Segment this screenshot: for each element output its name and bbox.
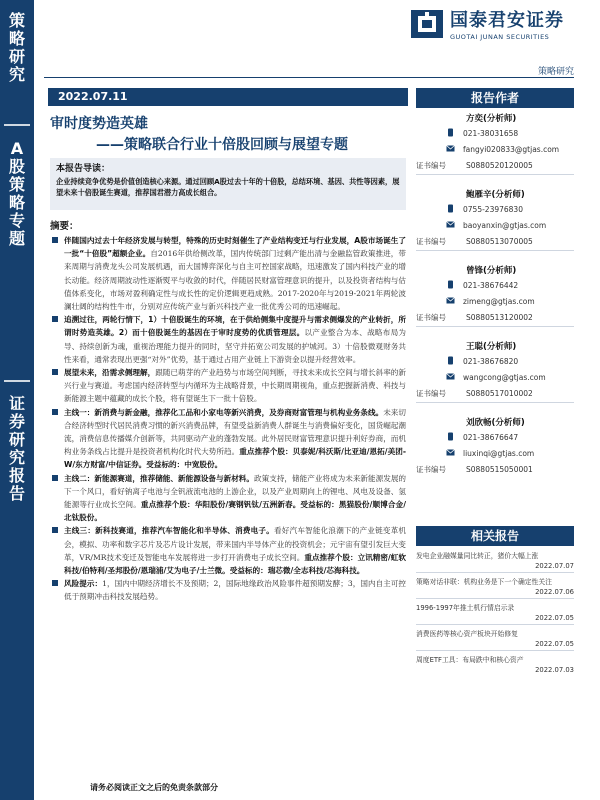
cert-label: 证书编号 xyxy=(416,389,446,398)
analyst-phone: 021-38031658 xyxy=(463,129,519,138)
guide-body: 企业持续竞争优势是价值创造核心来源。通过回顾A股过去十年的十倍股，总结环境、基因、共性等因素，展望未来十倍股诞生赛道，推荐国君潜力高成长组合。 xyxy=(56,177,400,197)
analyst-phone-row xyxy=(416,204,523,214)
related-report-item[interactable] xyxy=(416,550,574,573)
related-report-date: 2022.07.03 xyxy=(535,666,574,674)
disclaimer-footer: 请务必阅读正文之后的免责条款部分 xyxy=(90,783,218,792)
email-icon xyxy=(446,144,455,153)
paragraph-lead: 主线一：新消费与新金融，推荐化工品和小家电等新兴消费，及券商财富管理与机构业务条线。 xyxy=(64,407,384,417)
paragraph-lead: 主线三：新科技赛道，推荐汽车智能化和半导体、消费电子。 xyxy=(64,526,274,536)
paragraph-picks: 重点推荐个股：华阳股份/赛钢钒钛/五洲新春。受益标的：黑猫股份/顺博合金/北钛股份。 xyxy=(64,500,406,523)
analyst-divider xyxy=(416,174,574,175)
abstract-paragraph xyxy=(50,406,406,472)
analyst-name: 刘欣畅(分析师) xyxy=(466,418,525,428)
report-guide-box xyxy=(50,158,406,210)
analyst-email-row xyxy=(416,296,535,306)
analyst-cert-row xyxy=(416,388,533,399)
abstract-paragraph xyxy=(50,234,406,313)
analyst-divider xyxy=(416,402,574,403)
analyst-phone-row xyxy=(416,280,518,290)
square-bullet-icon xyxy=(52,409,58,415)
analyst-email-row xyxy=(416,372,546,382)
related-report-title[interactable]: 发电企业融媒量同比转正，猪价大幅上涨 xyxy=(416,552,539,560)
related-divider xyxy=(416,598,574,599)
analyst-phone-row xyxy=(416,128,518,138)
band-divider xyxy=(4,380,30,382)
related-report-title[interactable]: 消费医药等核心资产板块开始修复 xyxy=(416,630,518,638)
paragraph-lead: 主线二：新能源赛道，推荐储能、新能源设备与新材料。 xyxy=(64,473,255,483)
analyst-name: 鲍雁辛(分析师) xyxy=(466,190,525,200)
analyst-cert: S0880515050001 xyxy=(466,465,533,474)
analyst-phone: 021-38676820 xyxy=(463,357,519,366)
header-divider xyxy=(44,77,574,78)
analyst-cert-row xyxy=(416,464,533,475)
header-category-tag: 策略研究 xyxy=(537,67,574,77)
phone-icon xyxy=(446,432,455,441)
related-divider xyxy=(416,624,574,625)
analyst-phone-row xyxy=(416,432,518,442)
related-section-header: 相关报告 xyxy=(416,526,574,546)
cert-label: 证书编号 xyxy=(416,237,446,246)
related-report-item[interactable] xyxy=(416,576,574,599)
analyst-cert-row xyxy=(416,236,533,247)
analyst-email[interactable]: wangcong@gtjas.com xyxy=(463,373,546,382)
abstract-paragraph xyxy=(50,577,406,603)
report-title: 审时度势造英雄 xyxy=(50,116,148,132)
abstract-title: 摘要： xyxy=(50,221,79,232)
related-report-date: 2022.07.05 xyxy=(535,640,574,648)
analyst-phone: 0755-23976830 xyxy=(463,205,523,214)
square-bullet-icon xyxy=(52,527,58,533)
square-bullet-icon xyxy=(52,580,58,586)
square-bullet-icon xyxy=(52,237,58,243)
analyst-email[interactable]: baoyanxin@gtjas.com xyxy=(463,221,547,230)
related-report-item[interactable] xyxy=(416,654,574,674)
analyst-name: 曾锋(分析师) xyxy=(466,266,517,276)
cert-label: 证书编号 xyxy=(416,161,446,170)
paragraph-text: 政策支持，储能产业将成为未来新能源发展的下一个风口，看好钠离子电池与全钒液流电池的上游企业，以及产业周期向上的锂电、风电及设备、氢能源等行业成长空间。 xyxy=(64,473,407,510)
related-report-item[interactable] xyxy=(416,628,574,651)
guide-title: 本报告导读： xyxy=(56,164,111,174)
phone-icon xyxy=(446,280,455,289)
square-bullet-icon xyxy=(52,475,58,481)
phone-icon xyxy=(446,204,455,213)
band-text-2: A股策略专题 xyxy=(8,139,25,248)
analyst-cert-row xyxy=(416,160,533,171)
phone-icon xyxy=(446,128,455,137)
analyst-email-row xyxy=(416,220,546,230)
phone-icon xyxy=(446,356,455,365)
company-logo xyxy=(410,6,564,41)
abstract-paragraph xyxy=(50,313,406,366)
related-divider xyxy=(416,572,574,573)
related-report-date: 2022.07.07 xyxy=(535,562,574,570)
paragraph-lead: 风险提示： xyxy=(64,579,103,589)
band-divider xyxy=(4,124,30,126)
paragraph-text: 自2016年供给侧改革，国内传统部门过剩产能出清与金融监管政策推进，带来周期与消费龙头公司发展机遇，而大国博弈深化与自主可控国家战略，迅速激发了国内科技产业的增长动能。经济周期波动性逐渐熨平与收敛的时代，伴随居民财富管理意识的提升，以及投资者结构与估值体系变化，市场对盈利确定性与成长性的定价逻辑更趋成熟。2017-2020年与2019-2021年两轮波澜壮阔的结构性牛市，分别对应传统产业与新兴科技产业一批优秀公司的迅速崛起。 xyxy=(64,249,406,312)
related-report-title[interactable]: 周度ETF工具：布局跌中和核心资产 xyxy=(416,656,524,664)
paragraph-text: 看好汽车智能化浪潮下的产业链变革机会，模拟、功率和数字芯片及芯片设计发展，带来国内半导体产业的投资机会；元宇宙有望引发巨大变革，VR/MR技术变迁及智能电车发展将进一步打开消费电子成长空间。 xyxy=(64,526,407,562)
paragraph-lead: 追溯过往，两轮行情下，1）十倍股诞生的环境，在于供给侧集中度提升与需求侧爆发的产业转折，所谓时势造英雄。2）而十倍股诞生的基因在于审时度势的优质管理层。 xyxy=(64,315,406,338)
analyst-divider xyxy=(416,250,574,251)
analyst-email[interactable]: zimeng@gtjas.com xyxy=(463,297,535,306)
logo-cn-text: 国泰君安证券 xyxy=(450,10,564,31)
cert-label: 证书编号 xyxy=(416,465,446,474)
related-report-item[interactable] xyxy=(416,602,574,625)
email-icon xyxy=(446,372,455,381)
paragraph-text: 1，国内中期经济增长不及预期；2，国际地缘政治风险事件超预期发酵；3，国内自主可控低于预期冲击科技发展趋势。 xyxy=(64,579,407,602)
email-icon xyxy=(446,448,455,457)
analyst-cert: S0880517010002 xyxy=(466,389,533,398)
related-report-date: 2022.07.06 xyxy=(535,588,574,596)
related-report-date: 2022.07.05 xyxy=(535,614,574,622)
paragraph-text: 以产业整合为本、战略布局为导、持续创新为魂，重视治理能力提升的同时，坚守并拓宽公司发展的护城河。3）十倍股微观财务共性来看，通常表现出更强“对外”优势，基于通过占用产业链上下游资金以提升经营效率。 xyxy=(64,328,406,364)
abstract-paragraph xyxy=(50,524,406,577)
date-bar xyxy=(48,88,408,106)
related-report-title[interactable]: 策略对话非联：机构业务是下一个确定性关注 xyxy=(416,578,552,586)
analyst-divider xyxy=(416,326,574,327)
analyst-cert: S0880513120002 xyxy=(466,313,533,322)
analyst-phone-row xyxy=(416,356,518,366)
band-text-3: 证券研究报告 xyxy=(8,394,25,503)
analyst-name: 方奕(分析师) xyxy=(466,114,517,124)
square-bullet-icon xyxy=(52,369,58,375)
band-label-strategy xyxy=(0,12,34,84)
logo-emblem-icon xyxy=(410,9,444,39)
email-icon xyxy=(446,296,455,305)
band-label-report xyxy=(0,395,34,503)
band-label-topic xyxy=(0,140,34,248)
paragraph-text: 跟随已萌芽的产业趋势与市场空间判断，寻找未来成长空间与增长斜率的新兴行业与赛道。考虑国内经济转型与内循环为主战略背景，中长期周期视角，重点把握新消费、科技与新能源主题中蕴藏的成长个股，将有望诞生下一批十倍股。 xyxy=(64,368,406,404)
abstract-paragraph xyxy=(50,472,406,525)
paragraph-picks: 重点推荐个股：立讯精密/虹软科技/伯特利/圣邦股份/恩瑞浦/艾为电子/士兰微。受益标的：瑞芯微/全志科技/芯海科技。 xyxy=(64,552,406,576)
paragraph-lead: 展望未来，沿需求侧理解， xyxy=(64,368,156,378)
abstract-paragraph xyxy=(50,366,406,406)
related-divider xyxy=(416,650,574,651)
paragraph-text: 未来切合经济转型时代居民消费习惯的新兴消费品牌，有望受益新消费人群诞生与消费偏好变化，国货崛起潮流，消费信息传播媒介创新等，共同驱动产业的蓬勃发展。此外居民财富管理意识提升利好券商，而机构业务条线占比提升是投资者机构化时代大势所趋。 xyxy=(64,407,406,457)
paragraph-picks: 重点推荐个股：贝泰妮/科沃斯/比亚迪/恩拓/美团-W/东方财富/中信证券。受益标的：中宽股份。 xyxy=(64,447,406,470)
analyst-cert: S0880520120005 xyxy=(466,161,533,170)
cert-label: 证书编号 xyxy=(416,313,446,322)
analyst-email-row xyxy=(416,448,534,458)
analyst-phone: 021-38676647 xyxy=(463,433,519,442)
report-date: 2022.07.11 xyxy=(58,90,128,103)
logo-en-text: GUOTAI JUNAN SECURITIES xyxy=(450,33,550,41)
email-icon xyxy=(446,220,455,229)
band-text-1: 策略研究 xyxy=(8,11,25,84)
authors-section-header: 报告作者 xyxy=(416,88,574,108)
analyst-phone: 021-38676442 xyxy=(463,281,519,290)
report-subtitle: ——策略联合行业十倍股回顾与展望专题 xyxy=(96,137,348,153)
paragraph-lead: 伴随国内过去十年经济发展与转型，特殊的历史时刻催生了产业结构变迁与行业发展，A股市场诞生了一批“十倍股”超额企业。 xyxy=(64,236,406,259)
analyst-email[interactable]: liuxinqi@gtjas.com xyxy=(463,449,535,458)
abstract-content xyxy=(50,234,406,604)
analyst-email-row xyxy=(416,144,559,154)
analyst-name: 王聪(分析师) xyxy=(466,342,517,352)
analyst-cert-row xyxy=(416,312,533,323)
analyst-cert: S0880513070005 xyxy=(466,237,533,246)
related-report-title[interactable]: 1996-1997年推土机行情启示录 xyxy=(416,604,515,612)
square-bullet-icon xyxy=(52,316,58,322)
analyst-email[interactable]: fangyi020833@gtjas.com xyxy=(463,145,560,154)
